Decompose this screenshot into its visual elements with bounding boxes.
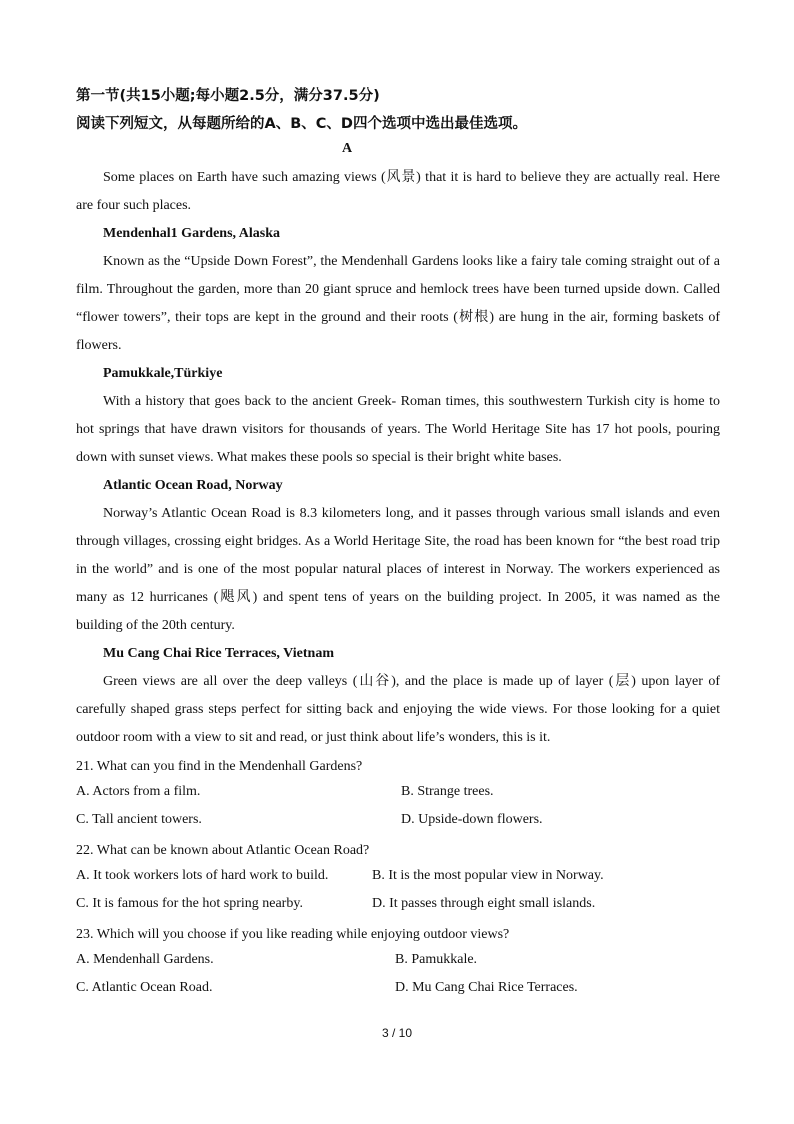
passage-letter: A — [341, 141, 353, 156]
page-number: 3 / 10 — [381, 1026, 413, 1040]
question-21-option-c: C. Tall ancient towers. — [76, 812, 202, 827]
place-heading-atlantic-road: Atlantic Ocean Road, Norway — [103, 478, 283, 493]
question-23-stem: 23. Which will you choose if you like reading while enjoying outdoor views? — [76, 927, 510, 942]
question-21-stem: 21. What can you find in the Mendenhall Gardens? — [76, 759, 363, 774]
passage-intro: Some places on Earth have such amazing views (风景) that it is hard to believe they are actually real. Here are four such places. — [76, 170, 720, 213]
section-instruction: 阅读下列短文，从每题所给的A、B、C、D四个选项中选出最佳选项。 — [76, 116, 527, 132]
question-21-option-d: D. Upside-down flowers. — [401, 812, 543, 827]
question-22-option-a: A. It took workers lots of hard work to build. — [76, 868, 329, 883]
place-text-pamukkale: With a history that goes back to the ancient Greek- Roman times, this southwestern Turkish city is home to hot springs that have drawn visitors for thousands of years. The World Heritage Site has 17 hot pools, pouring down with sunset views. What makes these pools so special is their bright white bases. — [76, 394, 720, 465]
question-23-option-b: B. Pamukkale. — [395, 952, 478, 967]
question-21-option-b: B. Strange trees. — [401, 784, 494, 799]
place-text-atlantic-road: Norway’s Atlantic Ocean Road is 8.3 kilometers long, and it passes through various small islands and even through villages, crossing eight bridges. As a World Heritage Site, the road has been known for “the best road trip in the world” and is one of the most popular natural places of interest in Norway. The workers experienced as many as 12 hurricanes (飓风) and spent tens of years on the building project. In 2005, it was named as the building of the 20th century. — [76, 506, 720, 633]
question-22-option-d: D. It passes through eight small islands. — [372, 896, 596, 911]
question-23-option-d: D. Mu Cang Chai Rice Terraces. — [395, 980, 578, 995]
question-21-option-a: A. Actors from a film. — [76, 784, 201, 799]
place-heading-mendenhall: Mendenhal1 Gardens, Alaska — [103, 226, 280, 241]
question-22-option-c: C. It is famous for the hot spring nearby. — [76, 896, 303, 911]
place-heading-pamukkale: Pamukkale,Türkiye — [103, 366, 223, 381]
question-23-option-a: A. Mendenhall Gardens. — [76, 952, 214, 967]
place-text-mu-cang-chai: Green views are all over the deep valleys (山谷), and the place is made up of layer (层) upon layer of carefully shaped grass steps perfect for sitting back and enjoying the wide views. For those looking for a quiet outdoor room with a view to sit and read, or just think about life’s wonders, this is it. — [76, 674, 720, 745]
question-23-option-c: C. Atlantic Ocean Road. — [76, 980, 213, 995]
section-title: 第一节(共15小题;每小题2.5分，满分37.5分) — [76, 88, 380, 104]
question-22-option-b: B. It is the most popular view in Norway. — [372, 868, 604, 883]
question-22-stem: 22. What can be known about Atlantic Ocean Road? — [76, 843, 370, 858]
place-text-mendenhall: Known as the “Upside Down Forest”, the Mendenhall Gardens looks like a fairy tale coming straight out of a film. Throughout the garden, more than 20 giant spruce and hemlock trees have been turned upside down. Called “flower towers”, their tops are kept in the ground and their roots (树根) are hung in the air, forming baskets of flowers. — [76, 254, 720, 353]
place-heading-mu-cang-chai: Mu Cang Chai Rice Terraces, Vietnam — [103, 646, 334, 661]
